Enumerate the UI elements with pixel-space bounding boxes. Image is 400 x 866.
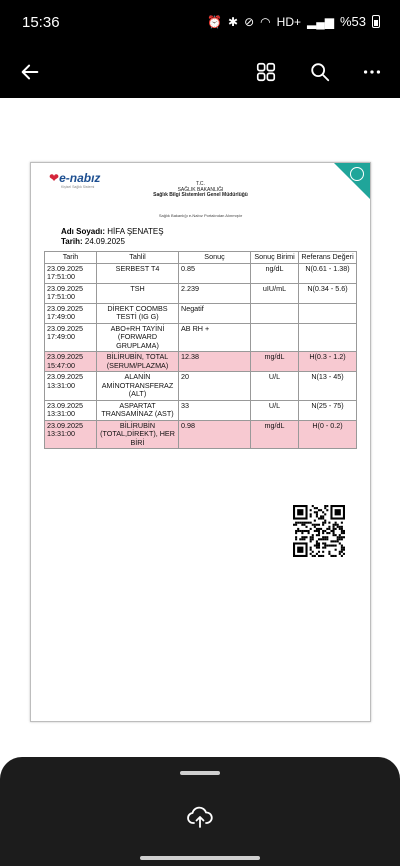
report-date-line — [61, 237, 125, 246]
document-page[interactable] — [30, 162, 371, 722]
battery-icon — [372, 15, 380, 28]
report-date: 24.09.2025 — [84, 237, 125, 246]
bluetooth-icon: ✱ — [228, 14, 239, 29]
qr-code — [293, 505, 345, 557]
cell-unit — [251, 303, 299, 323]
cell-result: 20 — [179, 372, 251, 401]
cell-date: 23.09.2025 17:51:00 — [45, 263, 97, 283]
col-header-result: Sonuç — [179, 252, 251, 264]
upload-button[interactable] — [186, 805, 214, 829]
patient-name: HİFA ŞENATEŞ — [107, 227, 164, 236]
cell-test: ALANİN AMİNOTRANSFERAZ (ALT) — [97, 372, 179, 401]
bottom-sheet — [0, 757, 400, 866]
cell-test: BİLİRUBİN, TOTAL (SERUM/PLAZMA) — [97, 352, 179, 372]
header-directorate: Sağlık Bilgi Sistemleri Genel Müdürlüğü — [153, 192, 248, 198]
col-header-date: Tarih — [45, 252, 97, 264]
cell-date: 23.09.2025 13:31:00 — [45, 372, 97, 401]
network-type: HD+ — [276, 14, 301, 29]
arrow-left-icon — [19, 61, 41, 83]
cell-date: 23.09.2025 13:31:00 — [45, 420, 97, 449]
table-row — [45, 372, 357, 401]
cell-result: 0.98 — [179, 420, 251, 449]
table-row — [45, 283, 357, 303]
sheet-handle[interactable] — [180, 771, 220, 775]
wifi-icon: ◠ — [260, 14, 271, 29]
mute-icon: ⊘ — [244, 14, 255, 29]
cell-date: 23.09.2025 13:31:00 — [45, 400, 97, 420]
grid-icon — [255, 61, 277, 83]
col-header-unit: Sonuç Birimi — [251, 252, 299, 264]
cell-result: 0.85 — [179, 263, 251, 283]
search-icon — [309, 61, 331, 83]
battery-percent: %53 — [339, 14, 366, 29]
status-icons — [207, 14, 380, 29]
more-options-button[interactable] — [356, 56, 388, 88]
alarm-icon: ⏰ — [207, 14, 223, 29]
cell-test: SERBEST T4 — [97, 263, 179, 283]
cell-reference: N(0.34 - 5.6) — [299, 283, 357, 303]
cell-test: BİLİRUBİN (TOTAL,DİREKT), HER BİRİ — [97, 420, 179, 449]
cell-reference — [299, 323, 357, 352]
ministry-seal-icon — [350, 167, 364, 181]
cloud-upload-icon — [186, 805, 214, 829]
search-button[interactable] — [304, 56, 336, 88]
cell-test: DİREKT COOMBS TESTİ (IG G) — [97, 303, 179, 323]
cell-reference: H(0.3 - 1.2) — [299, 352, 357, 372]
cell-reference: H(0 - 0.2) — [299, 420, 357, 449]
cell-reference — [299, 303, 357, 323]
cell-unit: uIU/mL — [251, 283, 299, 303]
cell-result: 33 — [179, 400, 251, 420]
table-row — [45, 420, 357, 449]
cell-result: AB RH + — [179, 323, 251, 352]
cell-unit — [251, 323, 299, 352]
table-header-row — [45, 252, 357, 264]
results-table — [44, 251, 357, 449]
header-tc: T.C. — [196, 181, 205, 187]
back-button[interactable] — [14, 56, 46, 88]
cell-test: ASPARTAT TRANSAMİNAZ (AST) — [97, 400, 179, 420]
brand-subtitle: Kişisel Sağlık Sistemi — [61, 185, 95, 189]
more-vertical-icon — [361, 61, 383, 83]
cell-reference: N(0.61 - 1.38) — [299, 263, 357, 283]
cell-reference: N(25 - 75) — [299, 400, 357, 420]
cell-unit: ng/dL — [251, 263, 299, 283]
table-row — [45, 303, 357, 323]
cell-date: 23.09.2025 17:49:00 — [45, 323, 97, 352]
cell-date: 23.09.2025 17:49:00 — [45, 303, 97, 323]
cell-date: 23.09.2025 17:51:00 — [45, 283, 97, 303]
table-row — [45, 323, 357, 352]
heart-icon: ❤ — [49, 171, 60, 185]
grid-view-button[interactable] — [250, 56, 282, 88]
gesture-nav-bar[interactable] — [140, 856, 260, 860]
signal-icon: ▂▄▆ — [307, 14, 334, 29]
cell-result: 12.38 — [179, 352, 251, 372]
cell-unit: mg/dL — [251, 352, 299, 372]
table-row — [45, 400, 357, 420]
patient-label: Adı Soyadı: — [61, 227, 106, 236]
header-ministry: SAĞLIK BAKANLIĞI — [177, 187, 224, 193]
cell-result: 2.239 — [179, 283, 251, 303]
brand-name: e-nabız — [59, 171, 101, 185]
status-time: 15:36 — [22, 14, 60, 31]
table-row — [45, 352, 357, 372]
cell-test: TSH — [97, 283, 179, 303]
table-row — [45, 263, 357, 283]
date-label: Tarih: — [61, 237, 83, 246]
cell-result: Negatif — [179, 303, 251, 323]
col-header-reference: Referans Değeri — [299, 252, 357, 264]
cell-date: 23.09.2025 15:47:00 — [45, 352, 97, 372]
status-bar — [0, 0, 400, 46]
source-note: Sağlık Bakanlığı e-Nabız Portalından Alınmıştır — [158, 213, 243, 218]
cell-unit: mg/dL — [251, 420, 299, 449]
cell-reference: N(13 - 45) — [299, 372, 357, 401]
cell-test: ABO+RH TAYİNİ (FORWARD GRUPLAMA) — [97, 323, 179, 352]
app-bar — [0, 46, 400, 98]
patient-name-line — [61, 227, 164, 236]
col-header-test: Tahlil — [97, 252, 179, 264]
cell-unit: U/L — [251, 372, 299, 401]
cell-unit: U/L — [251, 400, 299, 420]
